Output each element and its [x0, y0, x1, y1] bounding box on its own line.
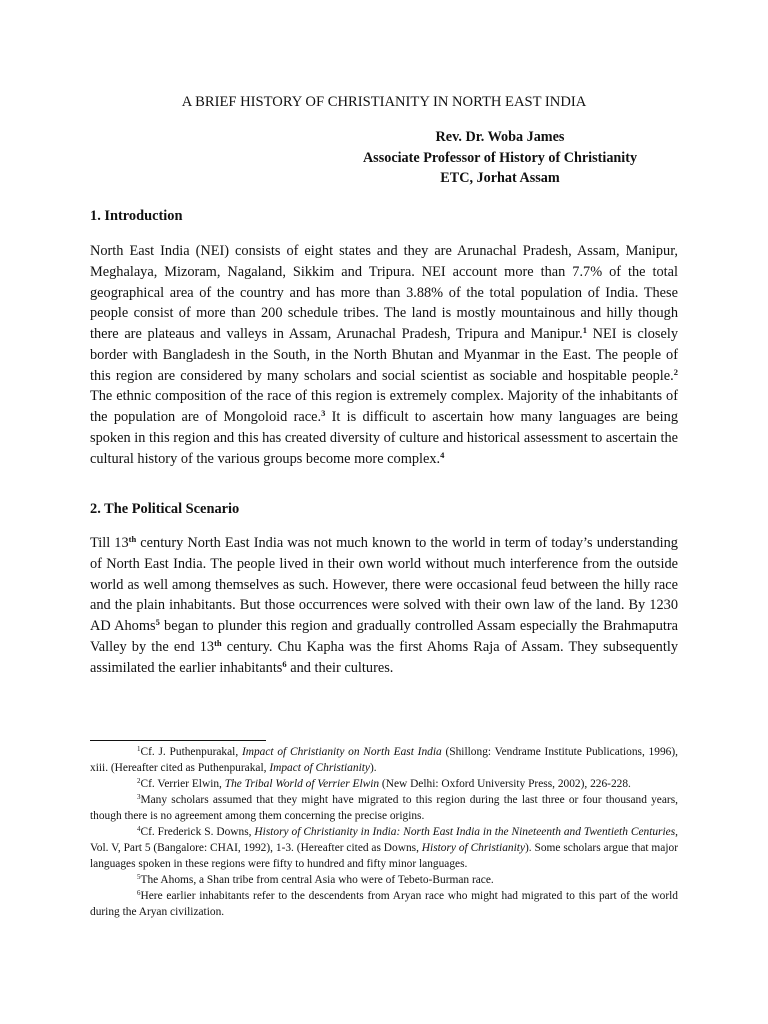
author-name: Rev. Dr. Woba James [435, 129, 565, 145]
document-title: A BRIEF HISTORY OF CHRISTIANITY IN NORTH EAST INDIA [181, 94, 587, 110]
introduction-paragraph: North East India (NEI) consists of eight states and they are Arunachal Pradesh, Assam, Manipur, Meghalaya, Mizoram, Nagaland, Sikkim and Tripura. NEI account more than 7.7% of the total geographical area of the country and has more than 3.88% of the total population of India. These people consist of more than 200 schedule tribes. The land is mostly mountainous and hilly though there are plateaus and valleys in Assam, Arunachal Pradesh, Tripura and Manipur.$^1$ NEI is closely border with Bangladesh in the South, in the North Bhutan and Myanmar in the East. The people of this region are considered by many scholars and social scientist as sociable and hospitable people.$^2$ The ethnic composition of the race of this region is extremely complex. Majority of the inhabitants of the population are of Mongoloid race.$^3$ It is difficult to ascertain how many languages are being spoken in this region and this has created diversity of culture and historical assessment to ascertain the cultural history of the various groups become more complex.$^4$ [90, 243, 679, 467]
superscript: th [128, 534, 137, 544]
author-position: Associate Professor of History of Christianity [362, 149, 638, 166]
footnote-ref: 3 [321, 408, 326, 418]
author-block [300, 127, 700, 189]
superscript: th [214, 637, 222, 648]
section-heading-introduction: 1. Introduction [90, 208, 183, 224]
footnote-ref: 6 [282, 658, 287, 669]
footnote-ref: 2 [673, 366, 678, 377]
footnote-separator [90, 740, 266, 741]
author-affiliation: ETC, Jorhat Assam [440, 170, 560, 187]
footnote-2: $^2$Cf. Verrier Elwin, The Tribal World of Verrier Elwin (New Delhi: Oxford University Press, 2002), 226-228. [137, 777, 631, 790]
footnotes [90, 744, 678, 920]
political-scenario-paragraph: Till 13th century North East India was not much known to the world in term of today’s understanding of North East India. The people lived in their own world without much interference from the outside world as well among themselves as such. However, there were occasional feud between the hilly race and the plain inhabitants. But those occurrences were solved with their own law of the land. By 1230 AD Ahoms$^5$ began to plunder this region and gradually controlled Assam especially the Brahmaputra Valley by the end 13th century. Chu Kapha was the first Ahoms Raja of Assam. They subsequently assimilated the earlier inhabitants$^6$ and their cultures. [90, 534, 679, 676]
footnote-3: $^3$Many scholars assumed that they might have migrated to this region during the last three or four thousand years, though there is no agreement among them concerning the precise origins. [90, 793, 678, 822]
footnote-ref: 5 [155, 617, 160, 627]
footnote-ref: 1 [582, 325, 587, 335]
footnote-4: $^4$Cf. Frederick S. Downs, History of Christianity in India: North East India in the Nineteenth and Twentieth Centuries, Vol. V, Part 5 (Bangalore: CHAI, 1992), 1-3. (Hereafter cited as Downs, History of Christianity). Some scholars argue that major languages spoken in these regions were fifty to hundred and fifty minor languages. [90, 825, 679, 870]
footnote-6: $^6$Here earlier inhabitants refer to the descendents from Aryan race who might had migrated to this part of the world during the Aryan civilization. [90, 889, 678, 918]
footnote-5: $^5$The Ahoms, a Shan tribe from central Asia who were of Tebeto-Burman race. [137, 873, 494, 886]
footnote-1: $^1$Cf. J. Puthenpurakal, Impact of Christianity on North East India (Shillong: Vendrame Institute Publications, 1996), xiii. (Hereafter cited as Puthenpurakal, Impact of Christianity). [90, 745, 678, 774]
footnote-ref: 4 [440, 449, 445, 460]
section-heading-political-scenario: 2. The Political Scenario [90, 501, 240, 517]
